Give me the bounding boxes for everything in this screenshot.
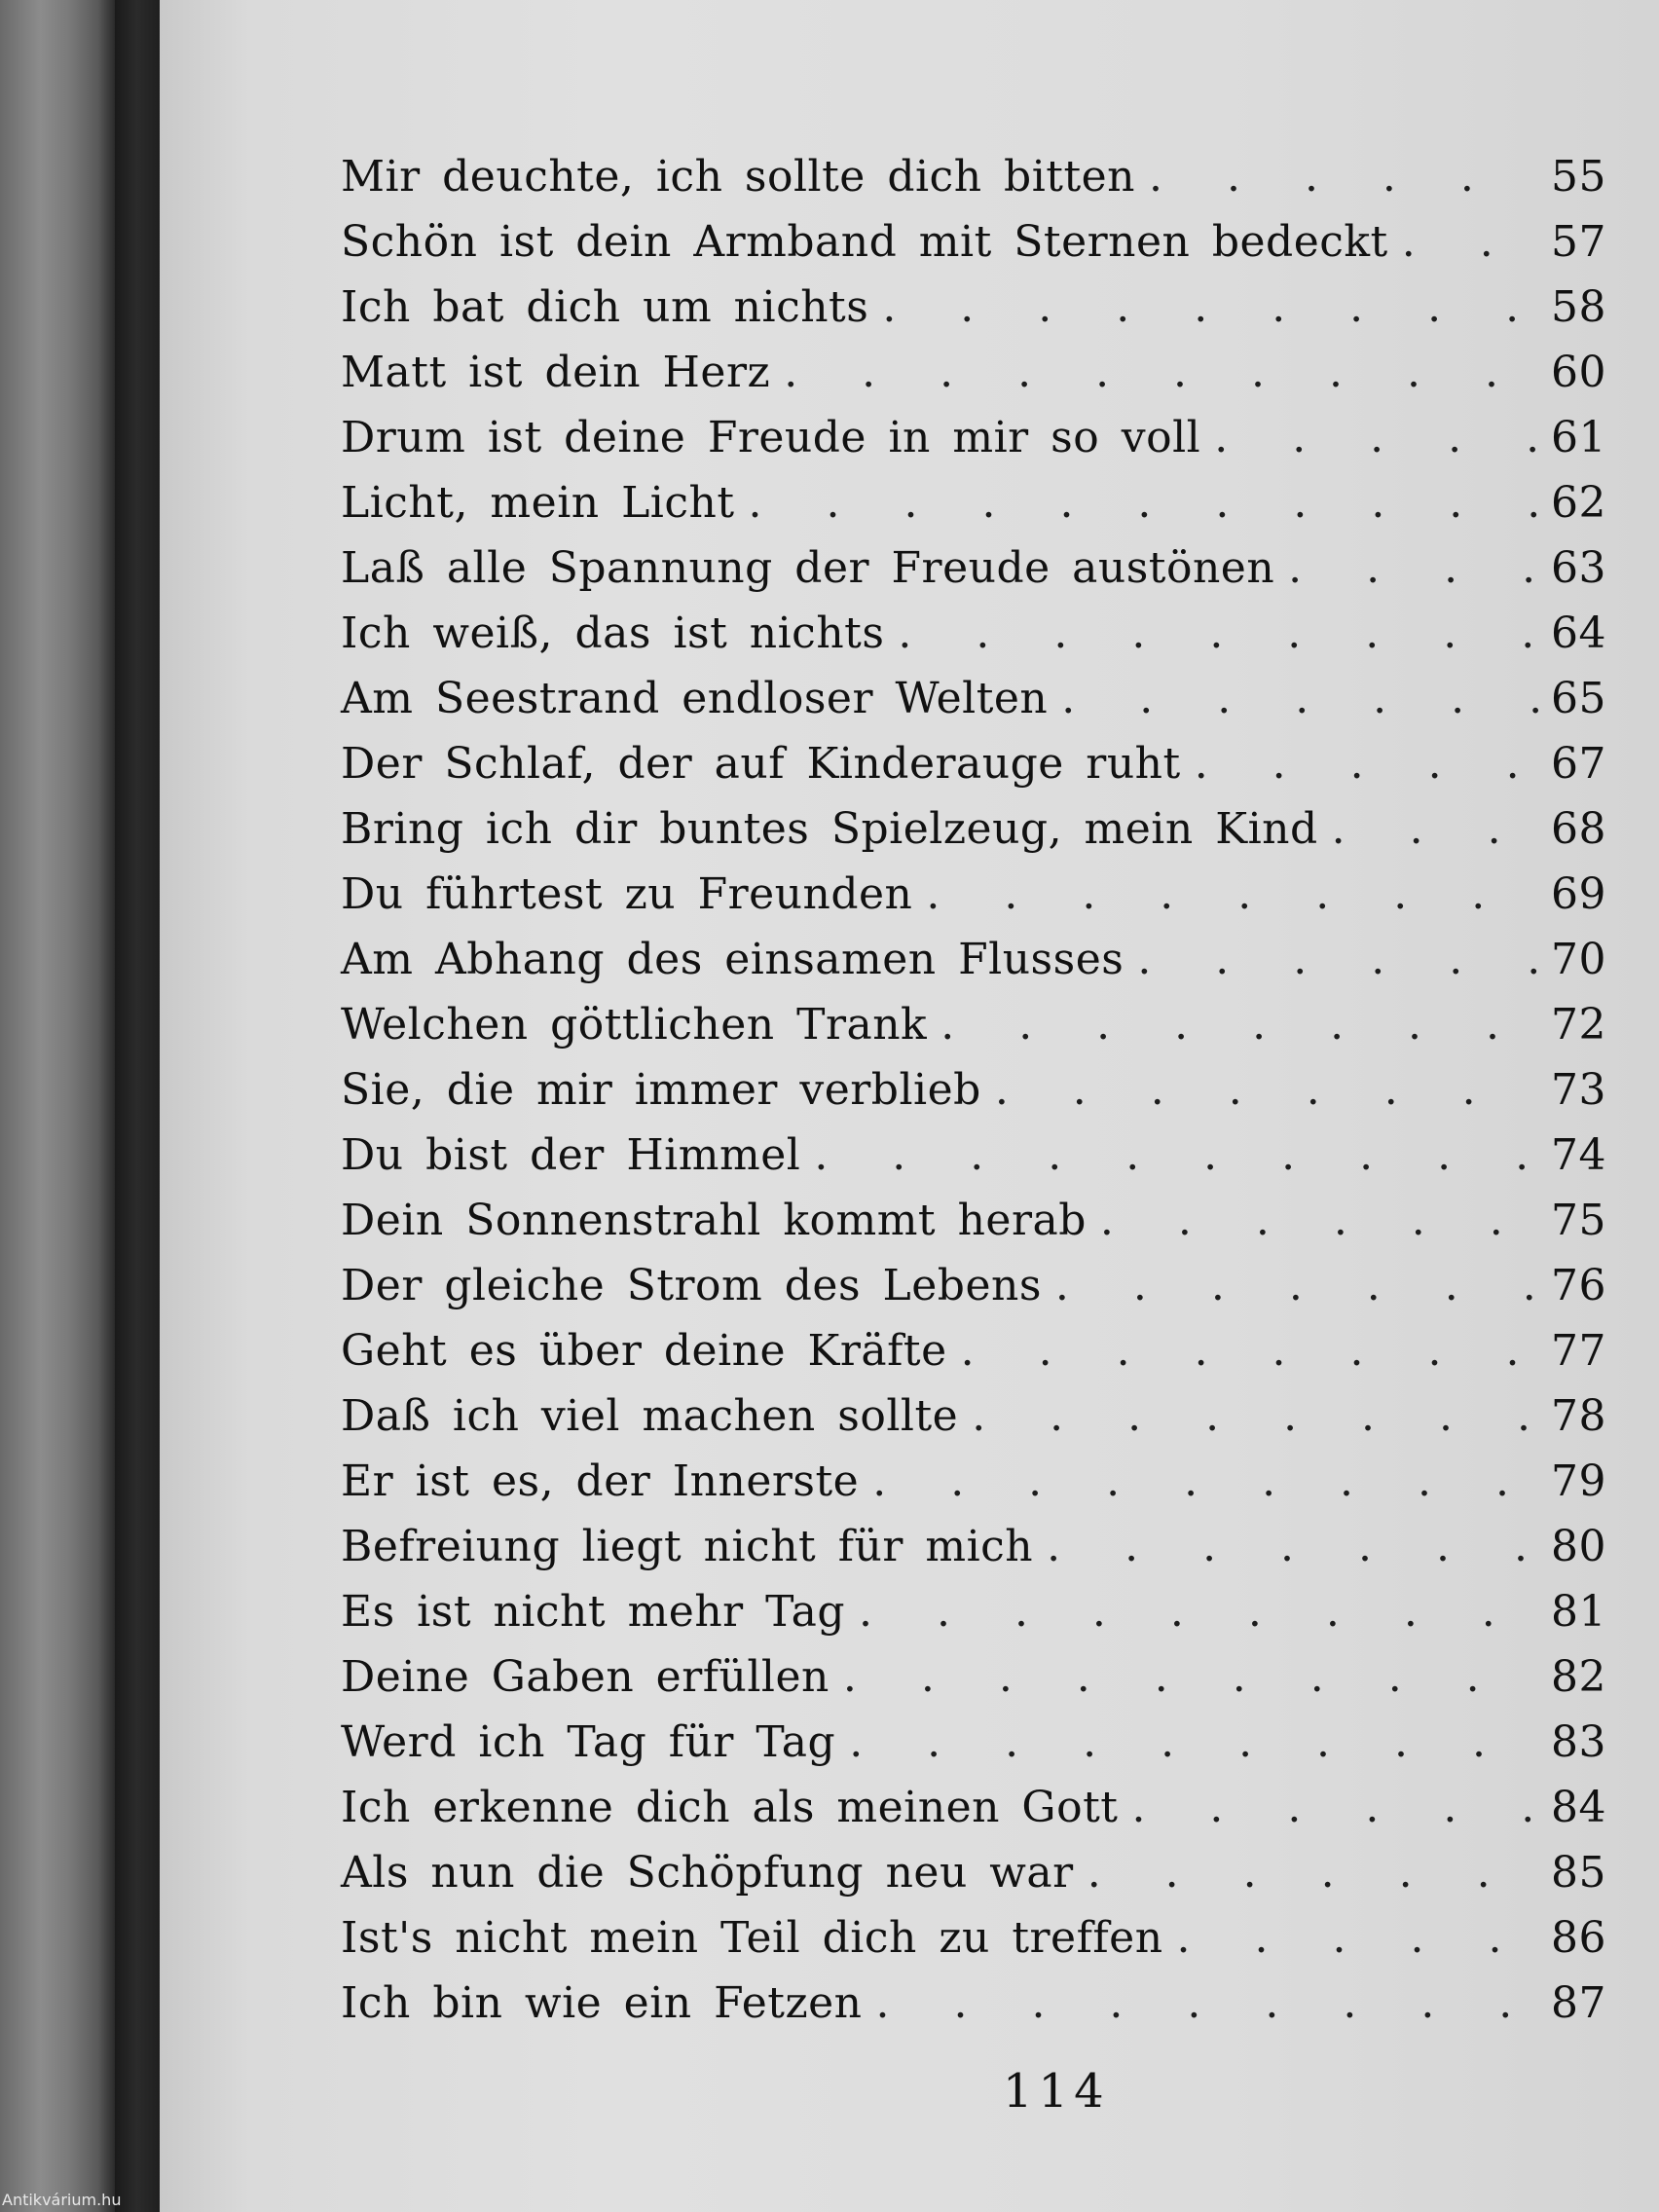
dot-leader (814, 1123, 1541, 1188)
dot-leader (1088, 1840, 1541, 1905)
toc-entry-page-number: 64 (1551, 608, 1606, 658)
toc-entry (341, 796, 1606, 862)
dot-leader (1047, 1514, 1541, 1579)
toc-entry-page-number: 63 (1551, 543, 1606, 593)
page-gutter (115, 0, 160, 2212)
toc-entry-page-number: 83 (1551, 1717, 1606, 1767)
toc-entry-page-number: 55 (1551, 152, 1606, 202)
dot-leader (926, 862, 1541, 927)
toc-entry-title: Ich bat dich um nichts (341, 282, 869, 332)
toc-entry (341, 1514, 1606, 1579)
toc-entry-page-number: 67 (1551, 739, 1606, 789)
dot-leader (1195, 731, 1541, 796)
toc-entry-title: Sie, die mir immer verblieb (341, 1065, 981, 1115)
dot-leader (940, 992, 1541, 1057)
toc-entry-title: Befreiung liegt nicht für mich (341, 1522, 1034, 1571)
toc-entry (341, 535, 1606, 601)
toc-entry-page-number: 87 (1551, 1978, 1606, 2028)
toc-entry (341, 992, 1606, 1057)
dot-leader (1137, 927, 1541, 992)
toc-entry (341, 1579, 1606, 1644)
toc-entry-page-number: 81 (1551, 1587, 1606, 1637)
toc-entry-title: Drum ist deine Freude in mir so voll (341, 413, 1201, 462)
dot-leader (859, 1579, 1541, 1644)
toc-entry-page-number: 58 (1551, 282, 1606, 332)
dot-leader (1131, 1775, 1541, 1840)
dot-leader (1402, 209, 1541, 275)
dot-leader (898, 601, 1541, 666)
dot-leader (1149, 144, 1541, 209)
toc-entry (341, 340, 1606, 405)
toc-entry (341, 405, 1606, 470)
toc-entry (341, 1775, 1606, 1840)
book-spine (0, 0, 115, 2212)
toc-entry-title: Geht es über deine Kräfte (341, 1326, 947, 1376)
toc-entry-page-number: 62 (1551, 478, 1606, 528)
dot-leader (872, 1449, 1541, 1514)
toc-entry (341, 1318, 1606, 1383)
toc-entry-page-number: 84 (1551, 1783, 1606, 1832)
toc-entry-title: Ich bin wie ein Fetzen (341, 1978, 863, 2028)
dot-leader (1177, 1905, 1541, 1971)
toc-entry-title: Welchen göttlichen Trank (341, 1000, 928, 1050)
toc-entry (341, 1449, 1606, 1514)
toc-entry-title: Bring ich dir buntes Spielzeug, mein Kind (341, 804, 1318, 854)
toc-entry-page-number: 69 (1551, 869, 1606, 919)
dot-leader (1214, 405, 1541, 470)
toc-entry-title: Ist's nicht mein Teil dich zu treffen (341, 1913, 1163, 1963)
toc-entry-title: Matt ist dein Herz (341, 348, 771, 397)
toc-entry-title: Daß ich viel machen sollte (341, 1391, 959, 1441)
dot-leader (749, 470, 1541, 535)
dot-leader (1100, 1188, 1541, 1253)
dot-leader (972, 1383, 1541, 1449)
toc-entry-title: Am Seestrand endloser Welten (341, 674, 1049, 723)
toc-entry (341, 275, 1606, 340)
toc-entry-page-number: 57 (1551, 217, 1606, 267)
toc-entry (341, 1971, 1606, 2036)
toc-entry-title: Es ist nicht mehr Tag (341, 1587, 846, 1637)
toc-entry-title: Deine Gaben erfüllen (341, 1652, 830, 1702)
toc-entry-page-number: 68 (1551, 804, 1606, 854)
dot-leader (1288, 535, 1541, 601)
toc-entry (341, 927, 1606, 992)
toc-entry-page-number: 60 (1551, 348, 1606, 397)
dot-leader (843, 1644, 1541, 1710)
toc-entry-title: Werd ich Tag für Tag (341, 1717, 836, 1767)
toc-entry-page-number: 61 (1551, 413, 1606, 462)
watermark: Antikvárium.hu (2, 2191, 122, 2209)
toc-entry-title: Als nun die Schöpfung neu war (341, 1848, 1074, 1898)
toc-entry-title: Schön ist dein Armband mit Sternen bedeckt (341, 217, 1388, 267)
toc-entry (341, 666, 1606, 731)
toc-entry (341, 1840, 1606, 1905)
toc-entry (341, 1644, 1606, 1710)
toc-entry (341, 862, 1606, 927)
toc-entry-page-number: 85 (1551, 1848, 1606, 1898)
dot-leader (1332, 796, 1541, 862)
toc-entry (341, 209, 1606, 275)
toc-entry (341, 731, 1606, 796)
toc-entry-title: Der Schlaf, der auf Kinderauge ruht (341, 739, 1181, 789)
page-number: 114 (1003, 2064, 1110, 2119)
dot-leader (1061, 666, 1541, 731)
toc-entry (341, 1123, 1606, 1188)
toc-entry-page-number: 72 (1551, 1000, 1606, 1050)
toc-entry-title: Am Abhang des einsamen Flusses (341, 935, 1124, 984)
toc-entry-page-number: 79 (1551, 1456, 1606, 1506)
toc-entry-title: Der gleiche Strom des Lebens (341, 1261, 1042, 1310)
toc-entry-page-number: 73 (1551, 1065, 1606, 1115)
dot-leader (784, 340, 1541, 405)
toc-entry-title: Ich weiß, das ist nichts (341, 608, 885, 658)
toc-entry-page-number: 86 (1551, 1913, 1606, 1963)
dot-leader (882, 275, 1541, 340)
toc-entry-title: Du bist der Himmel (341, 1130, 801, 1180)
toc-entry-page-number: 75 (1551, 1196, 1606, 1245)
dot-leader (995, 1057, 1541, 1123)
toc-entry-title: Ich erkenne dich als meinen Gott (341, 1783, 1119, 1832)
toc-entry-page-number: 77 (1551, 1326, 1606, 1376)
toc-entry-page-number: 70 (1551, 935, 1606, 984)
toc-entry (341, 144, 1606, 209)
toc-entry-page-number: 80 (1551, 1522, 1606, 1571)
table-of-contents (341, 144, 1606, 2036)
toc-entry-title: Dein Sonnenstrahl kommt herab (341, 1196, 1087, 1245)
toc-entry (341, 1383, 1606, 1449)
dot-leader (876, 1971, 1541, 2036)
toc-entry-title: Licht, mein Licht (341, 478, 735, 528)
toc-entry (341, 1253, 1606, 1318)
toc-entry-title: Mir deuchte, ich sollte dich bitten (341, 152, 1136, 202)
toc-entry-page-number: 65 (1551, 674, 1606, 723)
dot-leader (961, 1318, 1541, 1383)
toc-entry-title: Er ist es, der Innerste (341, 1456, 860, 1506)
dot-leader (1055, 1253, 1541, 1318)
toc-entry-title: Laß alle Spannung der Freude austönen (341, 543, 1275, 593)
toc-entry (341, 470, 1606, 535)
toc-entry (341, 1905, 1606, 1971)
toc-entry-page-number: 78 (1551, 1391, 1606, 1441)
toc-entry (341, 601, 1606, 666)
toc-entry-page-number: 82 (1551, 1652, 1606, 1702)
toc-entry (341, 1710, 1606, 1775)
dot-leader (849, 1710, 1541, 1775)
toc-entry (341, 1057, 1606, 1123)
toc-entry-page-number: 76 (1551, 1261, 1606, 1310)
toc-entry-title: Du führtest zu Freunden (341, 869, 913, 919)
toc-entry-page-number: 74 (1551, 1130, 1606, 1180)
toc-entry (341, 1188, 1606, 1253)
